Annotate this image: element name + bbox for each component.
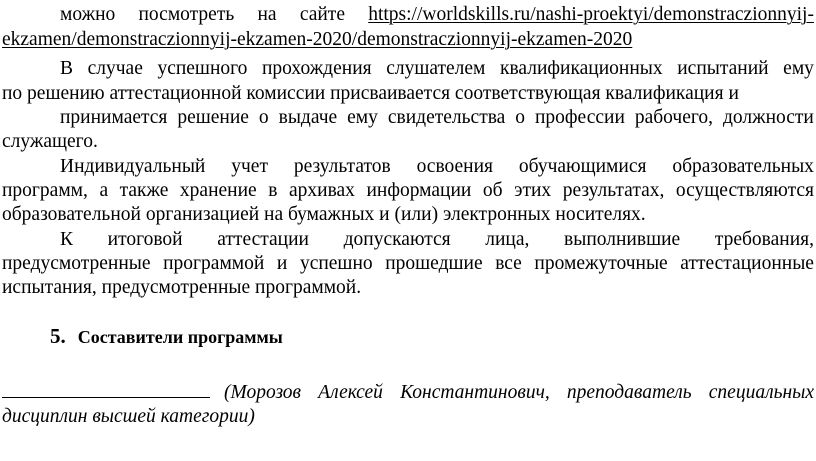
authors-line1 [2, 381, 814, 405]
word: учет [231, 156, 268, 177]
word: хранение [179, 180, 257, 201]
word: выдаче [278, 107, 338, 128]
worldskills-link-part1[interactable]: https://worldskills.ru/nashi-proektyi/demonstraczionnyij- [368, 4, 814, 25]
word: результатов [293, 156, 391, 177]
word: осуществляются [675, 180, 814, 201]
word: в [268, 180, 278, 201]
word: успешного [157, 58, 248, 79]
word: сайте [299, 4, 345, 25]
word: допускаются [343, 229, 451, 250]
p1-line3 [60, 106, 814, 130]
word: можно [60, 4, 116, 25]
authors-text [224, 381, 814, 405]
word: о [515, 107, 526, 128]
word: должности [722, 107, 814, 128]
word: свидетельства [387, 107, 506, 128]
word: информации [366, 180, 472, 201]
authors-line2: дисциплин высшей категории) [2, 406, 255, 427]
word: и [276, 253, 288, 274]
section-number: 5. [50, 324, 66, 348]
section-title: Составители программы [77, 327, 283, 347]
word: квалификационных [499, 58, 663, 79]
word: лица, [485, 229, 530, 250]
p1-line1 [60, 57, 814, 81]
signature-line [2, 381, 210, 398]
p1-line4: служащего. [2, 131, 98, 152]
word: об [482, 180, 503, 201]
word: Константинович, [400, 382, 550, 403]
word: обучающимися [518, 156, 647, 177]
word: образовательных [672, 156, 814, 177]
word: случае [87, 58, 143, 79]
p1-line2: по решению аттестационной комиссии присваивается соответствующая квалификация и [2, 83, 739, 104]
word: решение [177, 107, 249, 128]
p3-line1 [60, 228, 814, 252]
word: профессии [534, 107, 625, 128]
word: предусмотренные [2, 253, 151, 274]
worldskills-link-part2[interactable]: ekzamen/demonstraczionnyij-ekzamen-2020/demonstraczionnyij-ekzamen-2020 [2, 29, 633, 50]
p2-line1 [60, 155, 814, 179]
word: Алексей [318, 382, 383, 403]
word: прошедшие [385, 253, 483, 274]
word: промежуточные [534, 253, 668, 274]
word: посмотреть [138, 4, 235, 25]
word: а [99, 180, 109, 201]
word: слушателем [386, 58, 486, 79]
word: архивах [288, 180, 355, 201]
word: ему [783, 58, 814, 79]
word: требования, [714, 229, 814, 250]
word: ему [347, 107, 378, 128]
word: также [119, 180, 169, 201]
p0-line2 [2, 28, 632, 52]
word: аттестационные [680, 253, 814, 274]
word: Индивидуальный [60, 156, 206, 177]
word: итоговой [107, 229, 183, 250]
p3-line2 [2, 252, 814, 276]
p2-line3: образовательной организацией на бумажных и (или) электронных носителях. [2, 204, 646, 225]
word: В [60, 58, 74, 79]
section-heading [50, 324, 283, 349]
p2-line2 [2, 179, 814, 203]
word: освоения [416, 156, 494, 177]
word: преподаватель [566, 382, 692, 403]
word: рабочего, [634, 107, 714, 128]
word: выполнившие [564, 229, 681, 250]
word: испытаний [677, 58, 769, 79]
word: результатах, [562, 180, 665, 201]
word: (Морозов [224, 382, 302, 403]
p3-line3: испытания, предусмотренные программой. [2, 277, 362, 298]
word: прохождения [261, 58, 372, 79]
word: этих [514, 180, 552, 201]
word: аттестации [217, 229, 309, 250]
word: программой [163, 253, 265, 274]
p0-line1 [60, 3, 814, 27]
word: о [258, 107, 269, 128]
word: принимается [60, 107, 168, 128]
word: все [495, 253, 522, 274]
word: на [257, 4, 277, 25]
word: специальных [708, 382, 814, 403]
word: К [60, 229, 74, 250]
word: программ, [2, 180, 88, 201]
word: успешно [299, 253, 373, 274]
